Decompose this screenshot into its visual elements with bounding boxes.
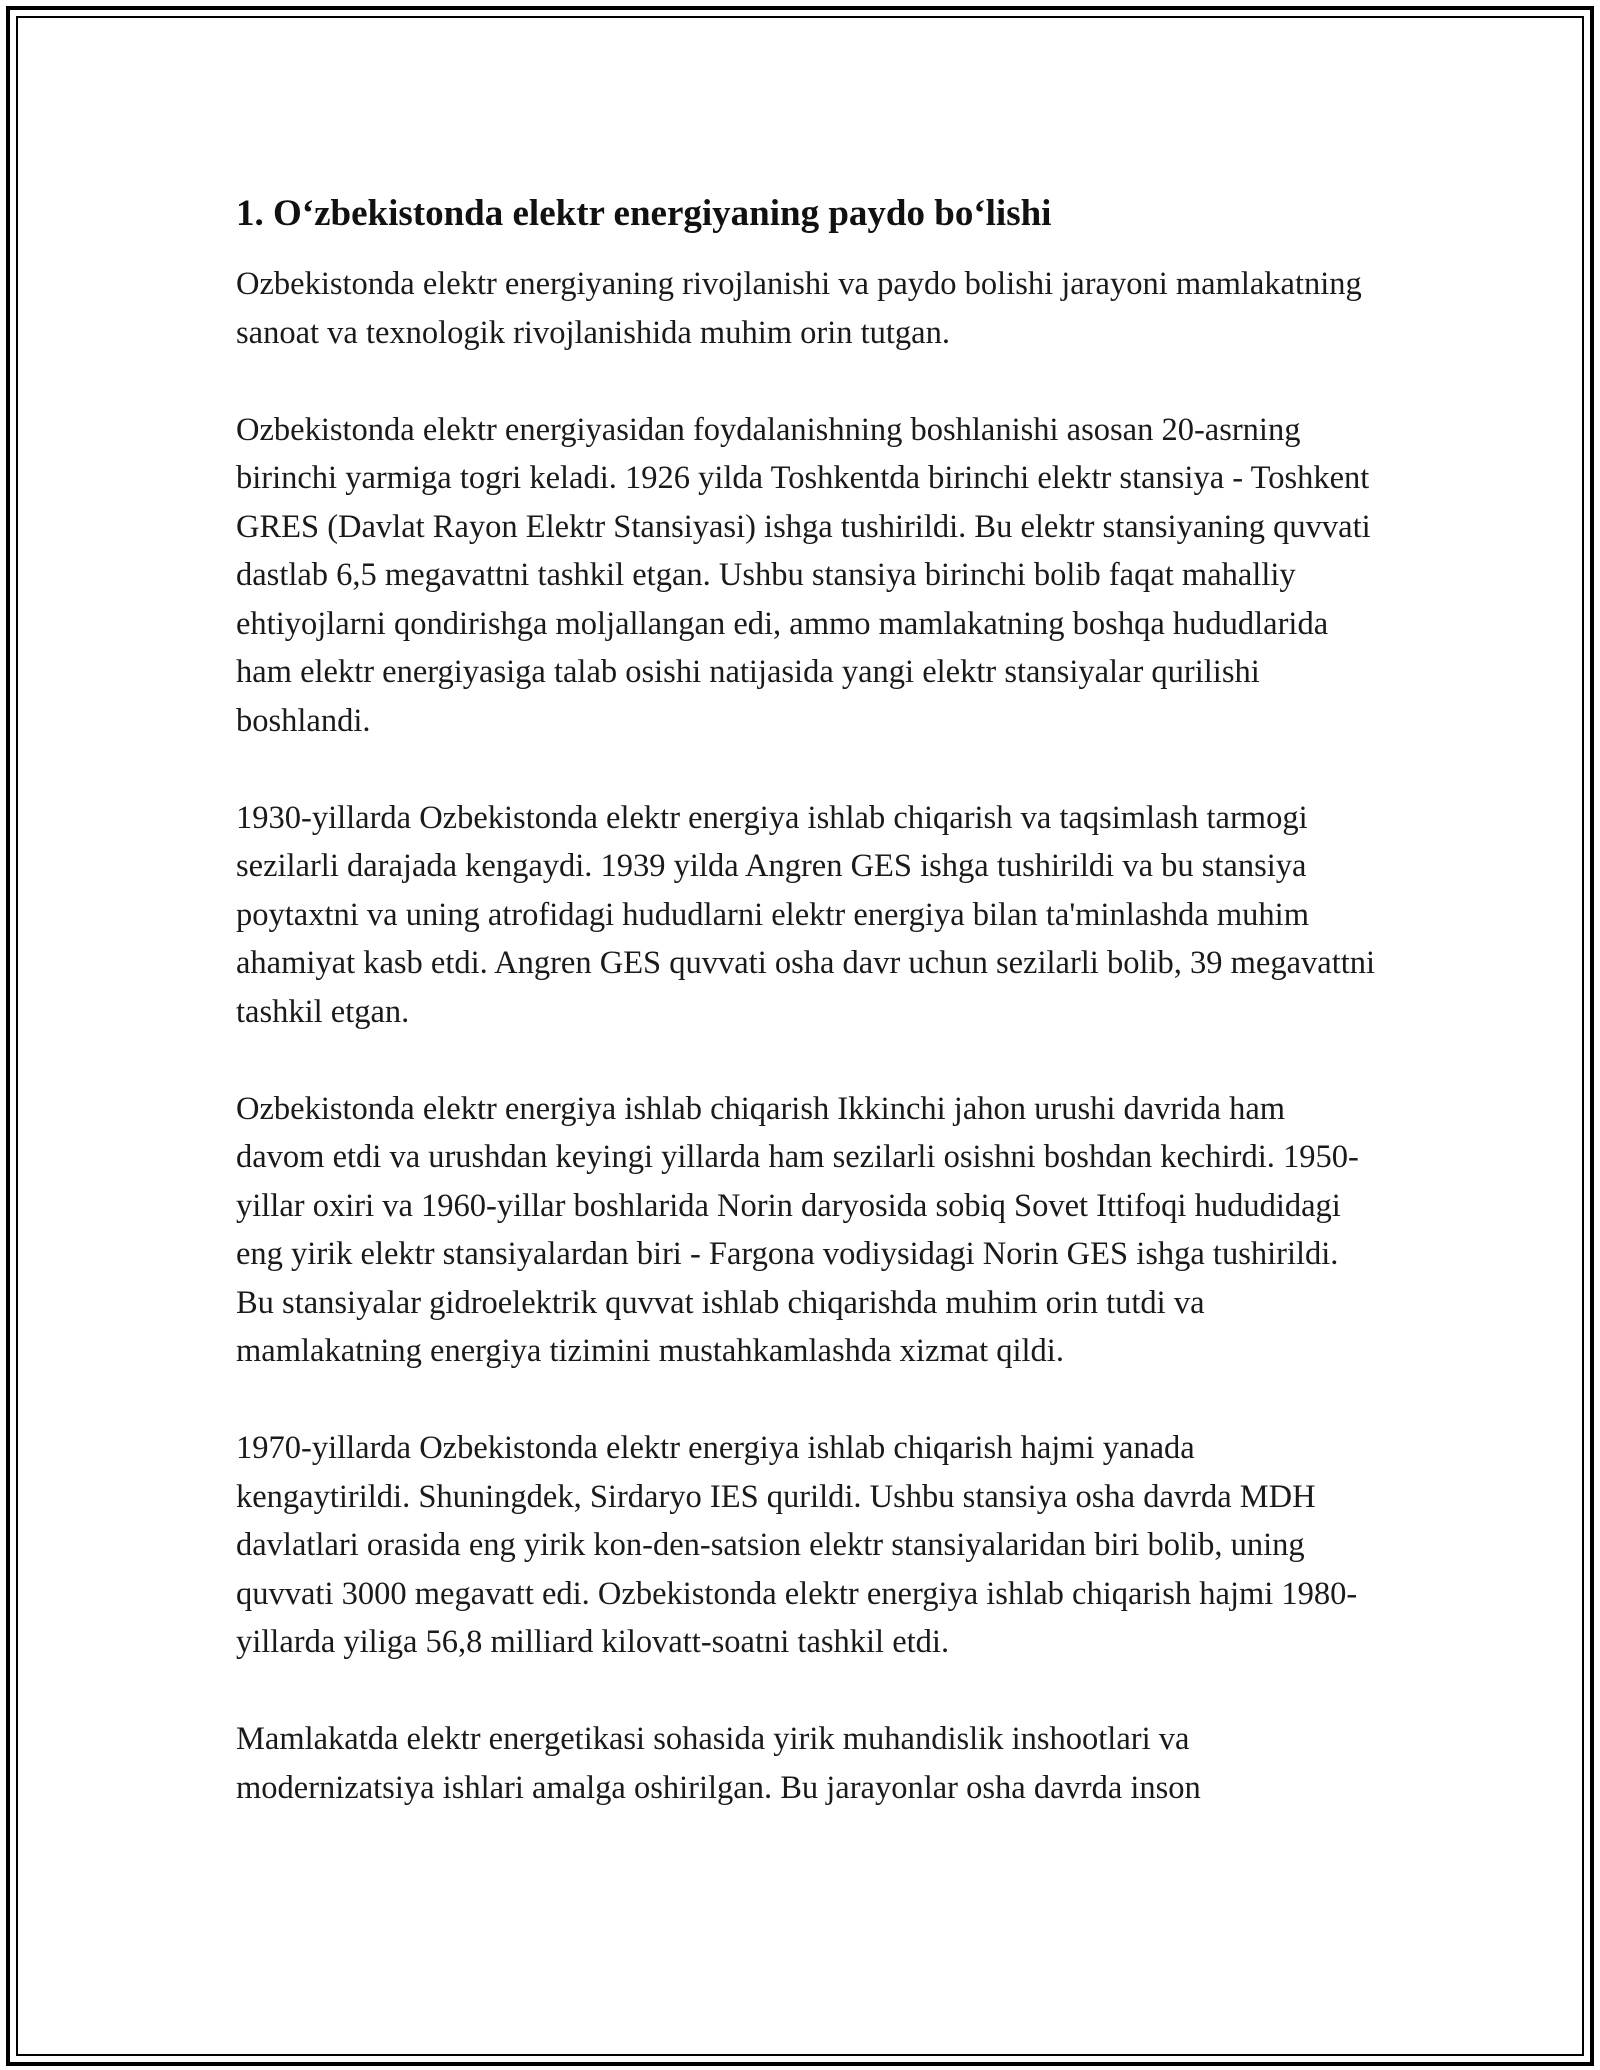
paragraph-toshkent-gres: Ozbekistonda elektr energiyasidan foydalanishning boshlanishi asosan 20-asrning birinchi yarmiga togri keladi. 1926 yilda Toshkentda birinchi elektr stansiya - Toshkent GRES (Davlat Rayon Elektr Stansiyasi) ishga tushirildi. Bu elektr stansiyaning quvvati dastlab 6,5 megavattni tashkil etgan. Ushbu stansiya birinchi bolib faqat mahalliy ehtiyojlarni qondirishga moljallangan edi, ammo mamlakatning boshqa hududlarida ham elektr energiyasiga talab osishi natijasida yangi elektr stansiyalar qurilishi boshlandi. xyxy=(236,411,1371,739)
paragraph-modernization: Mamlakatda elektr energetikasi sohasida yirik muhandislik inshootlari va modernizatsiya ishlari amalga oshirilgan. Bu jarayonlar osha davrda inson xyxy=(236,1721,1201,1806)
paragraph-intro: Ozbekistonda elektr energiyaning rivojlanishi va paydo bolishi jarayoni mamlakatning sanoat va texnologik rivojlanishida muhim orin tutgan. xyxy=(236,266,1362,351)
paragraph-sirdaryo-ies: 1970-yillarda Ozbekistonda elektr energiya ishlab chiqarish hajmi yanada kengaytirildi. Shuningdek, Sirdaryo IES qurildi. Ushbu stansiya osha davrda MDH davlatlari orasida eng yirik kon-den-satsion elektr stansiyalaridan biri bolib, uning quvvati 3000 megavatt edi. Ozbekistonda elektr energiya ishlab chiqarish hajmi 1980-yillarda yiliga 56,8 milliard kilovatt-soatni tashkil etdi. xyxy=(236,1430,1358,1660)
page-title: 1. O‘zbekistonda elektr energiyaning paydo bo‘lishi xyxy=(236,193,1052,234)
paragraph-angren-ges: 1930-yillarda Ozbekistonda elektr energiya ishlab chiqarish va taqsimlash tarmogi sezilarli darajada kengaydi. 1939 yilda Angren GES ishga tushirildi va bu stansiya poytaxtni va uning atrofidagi hududlarni elektr energiya bilan ta'minlashda muhim ahamiyat kasb etdi. Angren GES quvvati osha davr uchun sezilarli bolib, 39 megavattni tashkil etgan. xyxy=(236,799,1376,1030)
paragraph-norin-ges: Ozbekistonda elektr energiya ishlab chiqarish Ikkinchi jahon urushi davrida ham davom etdi va urushdan keyingi yillarda ham sezilarli osishni boshdan kechirdi. 1950-yillar oxiri va 1960-yillar boshlarida Norin daryosida sobiq Sovet Ittifoqi hududidagi eng yirik elektr stansiyalardan biri - Fargona vodiysidagi Norin GES ishga tushirildi. Bu stansiyalar gidroelektrik quvvat ishlab chiqarishda muhim orin tutdi va mamlakatning energiya tizimini mustahkamlashda xizmat qildi. xyxy=(236,1090,1359,1369)
document-body xyxy=(236,188,1376,1861)
